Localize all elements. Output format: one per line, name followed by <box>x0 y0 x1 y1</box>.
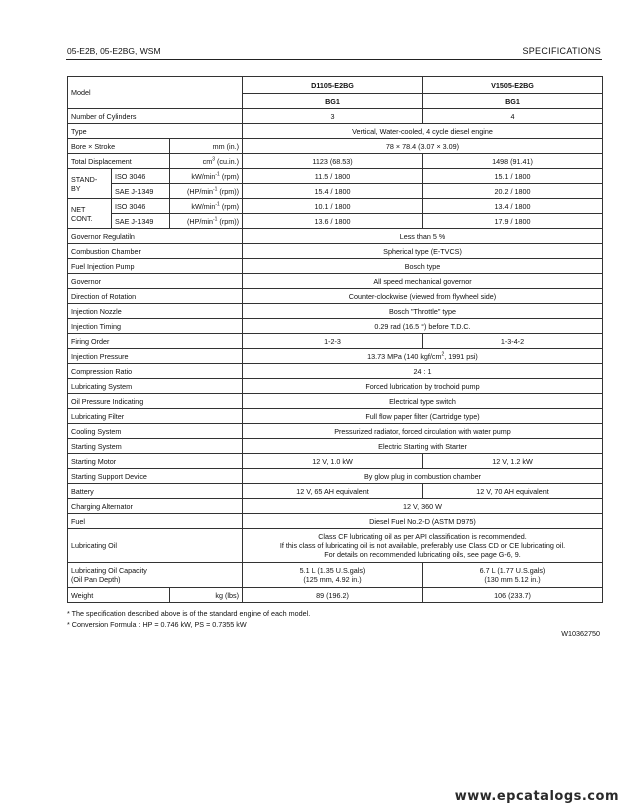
value-shared: Full flow paper filter (Cartridge type) <box>243 409 603 424</box>
row-label: Total Displacement <box>68 154 170 169</box>
table-row <box>68 514 603 529</box>
row-label: Firing Order <box>68 334 243 349</box>
spec-table <box>67 76 603 603</box>
row-label: Injection Nozzle <box>68 304 243 319</box>
row-unit: mm (in.) <box>170 139 243 154</box>
row-label: Number of Cylinders <box>68 109 243 124</box>
value-shared: Bosch type <box>243 259 603 274</box>
table-row <box>68 379 603 394</box>
header-right: SPECIFICATIONS <box>522 46 601 56</box>
value-b: 4 <box>423 109 603 124</box>
row-label: Oil Pressure Indicating <box>68 394 243 409</box>
table-row <box>68 349 603 364</box>
header-left: 05-E2B, 05-E2BG, WSM <box>67 46 161 56</box>
pan-depth-label: (Oil Pan Depth) <box>71 575 121 584</box>
group-label-standby: STAND- BY <box>68 169 112 199</box>
value-b: 12 V, 70 AH equivalent <box>423 484 603 499</box>
value-a: 1123 (68.53) <box>243 154 423 169</box>
row-label: Injection Pressure <box>68 349 243 364</box>
lub-oil-line2: If this class of lubricating oil is not available, preferably use Class CD or CE lubricating oil. <box>279 541 566 550</box>
row-label: Bore × Stroke <box>68 139 170 154</box>
value-shared: By glow plug in combustion chamber <box>243 469 603 484</box>
value-shared: Vertical, Water-cooled, 4 cycle diesel engine <box>243 124 603 139</box>
row-label: Fuel Injection Pump <box>68 259 243 274</box>
row-unit: $kW/\min^{-1}$ (rpm) <box>170 169 243 184</box>
table-row <box>68 139 603 154</box>
value-shared: Less than 5 % <box>243 229 603 244</box>
standard-label: SAE J-1349 <box>112 214 170 229</box>
table-row <box>68 394 603 409</box>
table-row <box>68 529 603 563</box>
row-unit: ($HP/\min^{-1}$ (rpm)) <box>170 214 243 229</box>
standard-label: ISO 3046 <box>112 199 170 214</box>
row-unit: $cm^3$ (cu.in.) <box>170 154 243 169</box>
model-a-sub: BG1 <box>243 94 423 109</box>
table-row <box>68 304 603 319</box>
group-label-netcont: NET CONT. <box>68 199 112 229</box>
value-b: 17.9 / 1800 <box>423 214 603 229</box>
footnote-standard-engine: * The specification described above is of the standard engine of each model. <box>67 609 311 618</box>
model-b-sub: BG1 <box>423 94 603 109</box>
table-row <box>68 109 603 124</box>
value-a: 1-2-3 <box>243 334 423 349</box>
table-row <box>68 469 603 484</box>
value-b: 106 (233.7) <box>423 588 603 603</box>
table-row <box>68 424 603 439</box>
table-row <box>68 214 603 229</box>
lub-oil-line1: Class CF lubricating oil as per API classification is recommended. <box>318 532 527 541</box>
row-label: Direction of Rotation <box>68 289 243 304</box>
value-shared: 24 : 1 <box>243 364 603 379</box>
value-shared <box>243 529 603 563</box>
row-label: Lubricating Filter <box>68 409 243 424</box>
table-row <box>68 334 603 349</box>
table-row <box>68 154 603 169</box>
value-b: 13.4 / 1800 <box>423 199 603 214</box>
table-row <box>68 588 603 603</box>
value-shared: Pressurized radiator, forced circulation with water pump <box>243 424 603 439</box>
watermark: www.epcatalogs.com <box>454 789 619 804</box>
row-label: Compression Ratio <box>68 364 243 379</box>
value-shared: 0.29 rad (16.5 °) before T.D.C. <box>243 319 603 334</box>
table-row <box>68 319 603 334</box>
footnote-conversion: * Conversion Formula : HP = 0.746 kW, PS = 0.7355 kW <box>67 620 247 629</box>
row-unit: ($HP/\min^{-1}$ (rpm)) <box>170 184 243 199</box>
value-shared: 78 × 78.4 (3.07 × 3.09) <box>243 139 603 154</box>
header-rule <box>66 59 602 60</box>
table-row <box>68 439 603 454</box>
row-label: Starting Motor <box>68 454 243 469</box>
standard-label: ISO 3046 <box>112 169 170 184</box>
lub-oil-line3: For details on recommended lubricating oils, see page G-6, 9. <box>324 550 521 559</box>
value-b: 15.1 / 1800 <box>423 169 603 184</box>
row-label: Fuel <box>68 514 243 529</box>
row-unit: $kW/\min^{-1}$ (rpm) <box>170 199 243 214</box>
value-b: 20.2 / 1800 <box>423 184 603 199</box>
row-label: Combustion Chamber <box>68 244 243 259</box>
row-label: Battery <box>68 484 243 499</box>
row-label: Weight <box>68 588 170 603</box>
value-a: 13.6 / 1800 <box>243 214 423 229</box>
value-shared: Bosch "Throttle" type <box>243 304 603 319</box>
table-row <box>68 259 603 274</box>
table-row <box>68 499 603 514</box>
table-row <box>68 484 603 499</box>
document-number: W10362750 <box>561 629 600 638</box>
table-row <box>68 409 603 424</box>
table-row <box>68 184 603 199</box>
value-a: 5.1 L (1.35 U.S.gals) (125 mm, 4.92 in.) <box>243 563 423 588</box>
value-shared: Electrical type switch <box>243 394 603 409</box>
table-row <box>68 124 603 139</box>
footnotes <box>67 608 310 630</box>
table-row <box>68 199 603 214</box>
value-shared: 13.73 MPa (140 kgf/$cm^2$, 1991 psi) <box>243 349 603 364</box>
capacity-label: Lubricating Oil Capacity <box>71 566 147 575</box>
table-row <box>68 229 603 244</box>
row-label: Cooling System <box>68 424 243 439</box>
row-label <box>68 563 243 588</box>
table-row <box>68 244 603 259</box>
standard-label: SAE J-1349 <box>112 184 170 199</box>
value-b: 6.7 L (1.77 U.S.gals) (130 mm 5.12 in.) <box>423 563 603 588</box>
value-shared: Counter-clockwise (viewed from flywheel side) <box>243 289 603 304</box>
value-shared: 12 V, 360 W <box>243 499 603 514</box>
value-b: 1-3-4-2 <box>423 334 603 349</box>
table-row <box>68 77 603 94</box>
table-row <box>68 364 603 379</box>
value-shared: Diesel Fuel No.2-D (ASTM D975) <box>243 514 603 529</box>
value-a: 11.5 / 1800 <box>243 169 423 184</box>
table-row <box>68 274 603 289</box>
row-label: Starting Support Device <box>68 469 243 484</box>
row-label: Lubricating Oil <box>68 529 243 563</box>
row-label: Charging Alternator <box>68 499 243 514</box>
model-a-name: D1105-E2BG <box>243 77 423 94</box>
table-row <box>68 169 603 184</box>
model-b-name: V1505-E2BG <box>423 77 603 94</box>
row-unit: kg (lbs) <box>170 588 243 603</box>
value-b: 12 V, 1.2 kW <box>423 454 603 469</box>
value-shared: Electric Starting with Starter <box>243 439 603 454</box>
row-label: Lubricating System <box>68 379 243 394</box>
value-a: 12 V, 1.0 kW <box>243 454 423 469</box>
value-b: 1498 (91.41) <box>423 154 603 169</box>
table-row <box>68 563 603 588</box>
value-a: 3 <box>243 109 423 124</box>
value-shared: Spherical type (E-TVCS) <box>243 244 603 259</box>
row-label: Injection Timing <box>68 319 243 334</box>
value-shared: Forced lubrication by trochoid pump <box>243 379 603 394</box>
value-a: 15.4 / 1800 <box>243 184 423 199</box>
row-label: Type <box>68 124 243 139</box>
value-shared: All speed mechanical governor <box>243 274 603 289</box>
table-row <box>68 454 603 469</box>
model-label: Model <box>68 77 243 109</box>
value-a: 89 (196.2) <box>243 588 423 603</box>
table-row <box>68 289 603 304</box>
row-label: Governor Regulatiln <box>68 229 243 244</box>
value-a: 12 V, 65 AH equivalent <box>243 484 423 499</box>
value-a: 10.1 / 1800 <box>243 199 423 214</box>
row-label: Governor <box>68 274 243 289</box>
row-label: Starting System <box>68 439 243 454</box>
